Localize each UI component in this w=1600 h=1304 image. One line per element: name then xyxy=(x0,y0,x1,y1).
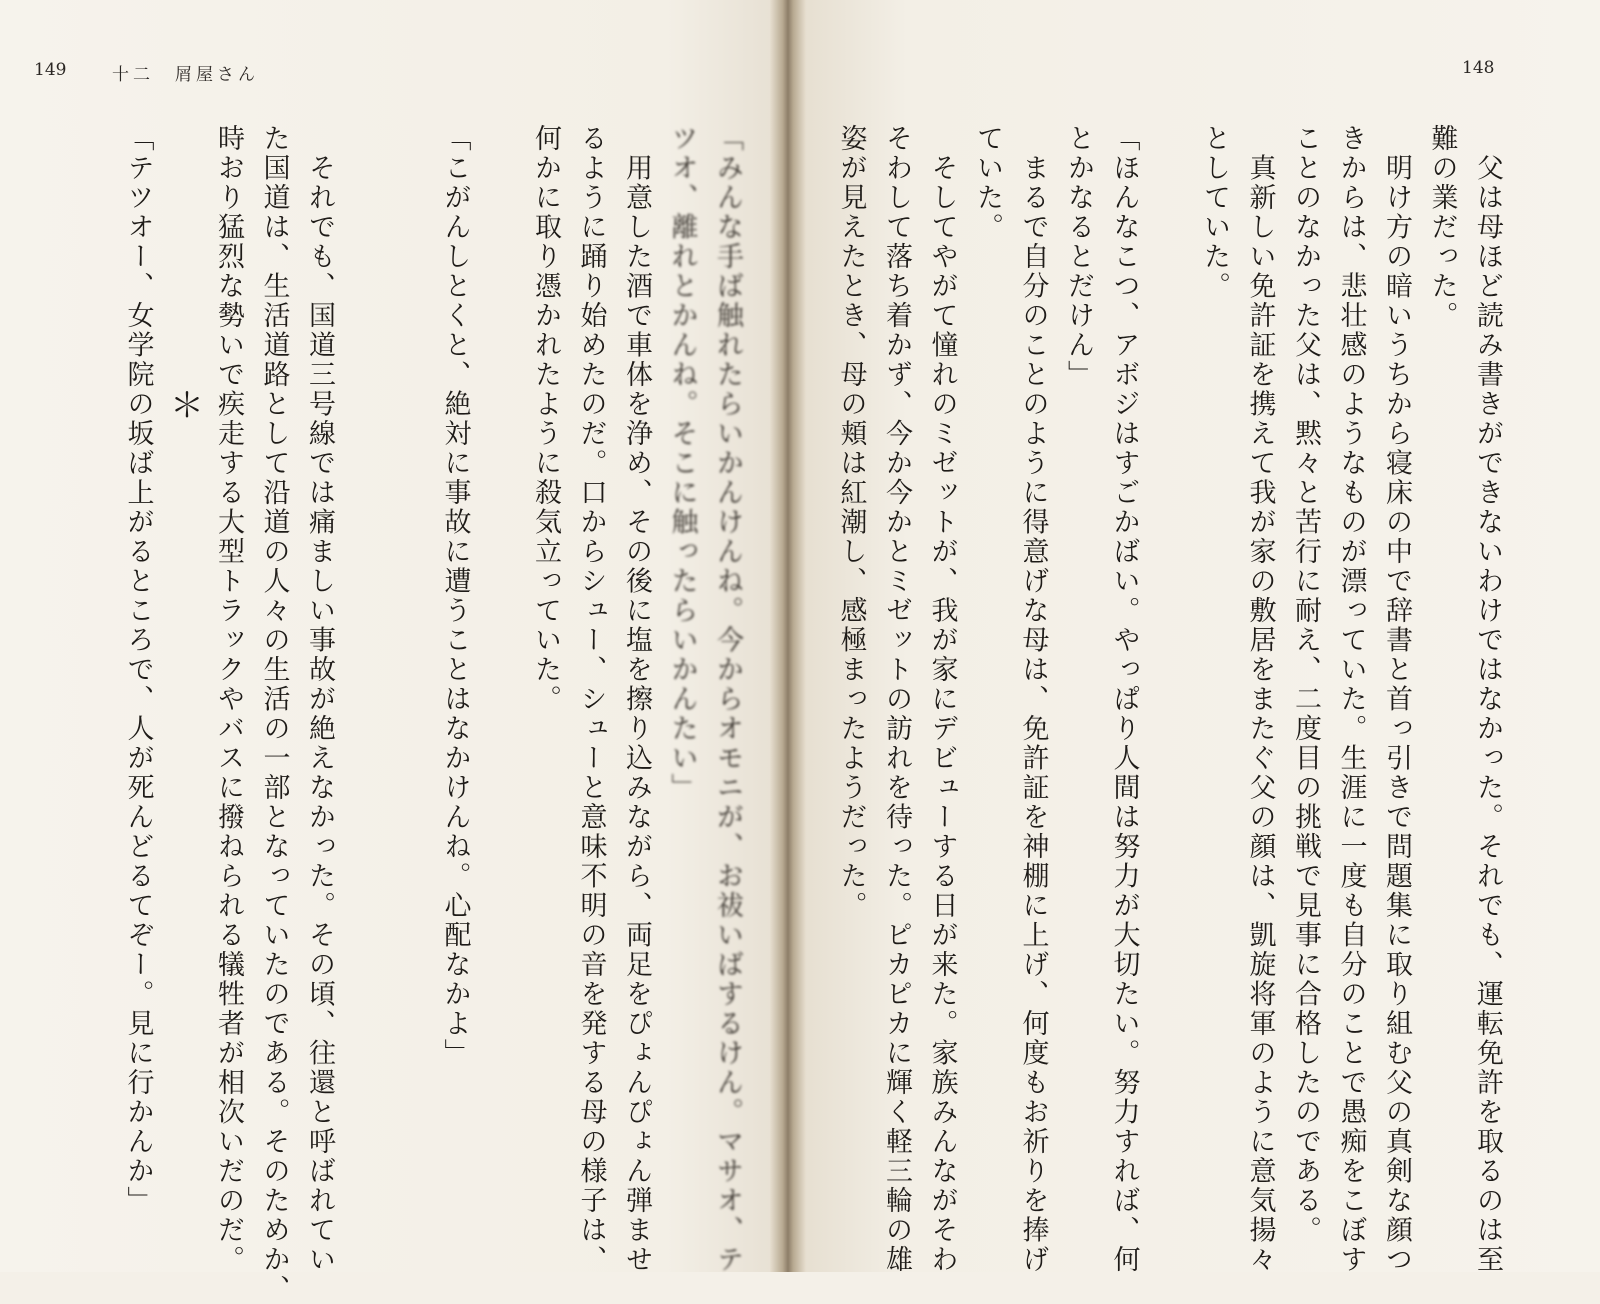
left-page-text xyxy=(70,124,750,1304)
left-page-number: 149 xyxy=(34,60,67,80)
text-line: としていた。 xyxy=(1199,124,1230,301)
text-line: 姿が見えたとき、母の頬は紅潮し、感極まったようだった。 xyxy=(835,124,867,921)
text-line: 用意した酒で車体を浄め、その後に塩を擦り込みながら、両足をぴょんぴょん弾ませ xyxy=(621,124,652,1275)
text-line: ことのなかった父は、黙々と苦行に耐え、二度目の挑戦で見事に合格したのである。 xyxy=(1290,124,1321,1245)
section-break-asterisk: ＊ xyxy=(170,386,204,426)
book-gutter xyxy=(770,0,806,1272)
text-line: た国道は、生活道路として沿道の人々の生活の一部となっていたのである。そのためか、 xyxy=(258,124,290,1304)
text-line: 「テツオー、女学院の坂ば上がるところで、人が死んどるてぞー。見に行かんか」 xyxy=(122,124,154,1216)
text-line: 父は母ほど読み書きができないわけではなかった。それでも、運転免許を取るのは至 xyxy=(1472,124,1503,1275)
text-line: そわして落ち着かず、今か今かとミゼットの訪れを待った。ピカピカに輝く軽三輪の雄 xyxy=(881,124,912,1275)
text-line: 明け方の暗いうちから寝床の中で辞書と首っ引きで問題集に取り組む父の真剣な顔つ xyxy=(1381,124,1412,1275)
right-page-number: 148 xyxy=(1462,58,1495,78)
text-line: ていた。 xyxy=(972,124,1003,242)
text-line: とかなるとだけん」 xyxy=(1063,124,1094,390)
text-line: 真新しい免許証を携えて我が家の敷居をまたぐ父の顔は、凱旋将軍のように意気揚々 xyxy=(1244,124,1276,1275)
text-line: 「ほんなこつ、アボジはすごかばい。やっぱり人間は努力が大切たい。努力すれば、何 xyxy=(1108,124,1140,1275)
text-line: るように踊り始めたのだ。口からシュー、シューと意味不明の音を発する母の様子は、 xyxy=(575,124,607,1275)
text-line: 「みんな手ば触れたらいかんけんね。今からオモニが、お祓いばするけん。マサオ、テ xyxy=(712,124,743,1275)
running-head: 十二 屑屋さん xyxy=(112,65,259,85)
text-line: 時おり猛烈な勢いで疾走する大型トラックやバスに撥ねられる犠牲者が相次いだのだ。 xyxy=(213,124,244,1275)
text-line: まるで自分のことのように得意げな母は、免許証を神棚に上げ、何度もお祈りを捧げ xyxy=(1017,124,1049,1275)
text-line: 難の業だった。 xyxy=(1426,124,1458,331)
text-line: きからは、悲壮感のようなものが漂っていた。生涯に一度も自分のことで愚痴をこぼす xyxy=(1335,124,1367,1275)
text-line: それでも、国道三号線では痛ましい事故が絶えなかった。その頃、往還と呼ばれてい xyxy=(304,124,335,1275)
text-line: ツオ、離れとかんね。そこに触ったらいかんたい」 xyxy=(666,124,698,803)
right-page-text xyxy=(805,124,1510,1275)
text-line: 何かに取り憑かれたように殺気立っていた。 xyxy=(530,124,561,714)
text-line: そしてやがて憧れのミゼットが、我が家にデビューする日が来た。家族みんながそわ xyxy=(926,124,958,1275)
text-line: 「こがんしとくと、絶対に事故に遭うことはなかけんね。心配なかよ」 xyxy=(439,124,471,1068)
